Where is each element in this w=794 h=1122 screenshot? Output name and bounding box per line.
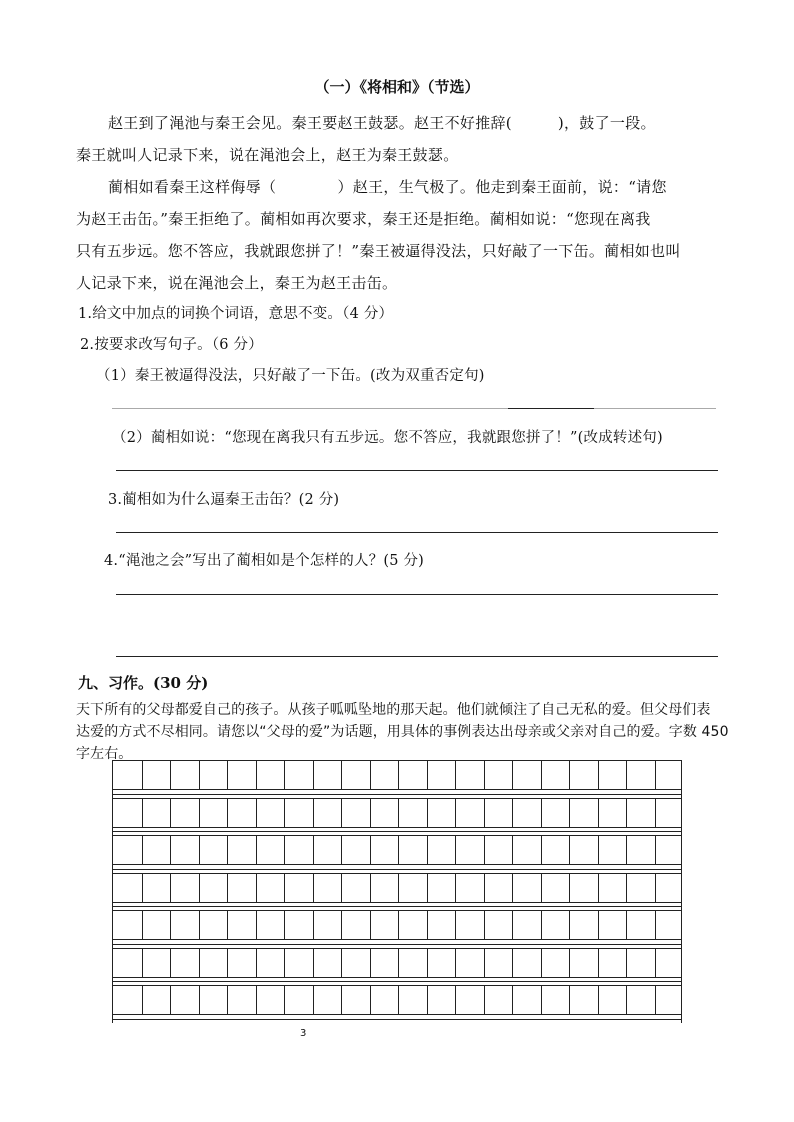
essay-grid[interactable] xyxy=(112,760,682,1024)
grid-cell-divider xyxy=(341,986,342,1014)
grid-cell-divider xyxy=(227,761,228,789)
grid-row[interactable] xyxy=(112,760,682,790)
grid-cell-divider xyxy=(569,836,570,864)
grid-cell-divider xyxy=(142,836,143,864)
grid-cell-divider xyxy=(569,799,570,827)
grid-cell-divider xyxy=(541,911,542,939)
grid-cell-divider xyxy=(370,761,371,789)
grid-cell-divider xyxy=(199,949,200,977)
grid-cell-divider xyxy=(512,836,513,864)
grid-cell-divider xyxy=(313,986,314,1014)
grid-cell-divider xyxy=(313,911,314,939)
grid-row[interactable] xyxy=(112,985,682,1015)
grid-cell-divider xyxy=(626,911,627,939)
grid-cell-divider xyxy=(284,761,285,789)
grid-cell-divider xyxy=(626,986,627,1014)
grid-cell-divider xyxy=(512,799,513,827)
grid-cell-divider xyxy=(284,799,285,827)
grid-cell-divider xyxy=(284,911,285,939)
grid-cell-divider xyxy=(626,799,627,827)
grid-cell-divider xyxy=(598,836,599,864)
grid-row-separator xyxy=(112,944,682,945)
grid-cell-divider xyxy=(455,949,456,977)
grid-cell-divider xyxy=(142,799,143,827)
answer-line-mark xyxy=(508,408,594,409)
answer-line[interactable] xyxy=(116,656,718,657)
grid-cell-divider xyxy=(626,949,627,977)
answer-line[interactable] xyxy=(112,408,716,409)
grid-cell-divider xyxy=(569,986,570,1014)
grid-cell-divider xyxy=(370,836,371,864)
grid-cell-divider xyxy=(512,911,513,939)
grid-cell-divider xyxy=(341,949,342,977)
grid-cell-divider xyxy=(170,986,171,1014)
question-3: 3.蔺相如为什么逼秦王击缶？(2 分) xyxy=(108,492,340,508)
grid-cell-divider xyxy=(341,761,342,789)
grid-cell-divider xyxy=(170,799,171,827)
grid-cell-divider xyxy=(398,836,399,864)
grid-cell-divider xyxy=(598,949,599,977)
grid-cell-divider xyxy=(512,761,513,789)
grid-cell-divider xyxy=(427,949,428,977)
grid-cell-divider xyxy=(455,799,456,827)
grid-cell-divider xyxy=(142,761,143,789)
grid-cell-divider xyxy=(370,874,371,902)
grid-cell-divider xyxy=(341,874,342,902)
grid-cell-divider xyxy=(256,761,257,789)
grid-cell-divider xyxy=(227,911,228,939)
passage-line: 秦王就叫人记录下来，说在渑池会上，赵王为秦王鼓瑟。 xyxy=(76,146,459,164)
grid-cell-divider xyxy=(512,874,513,902)
grid-cell-divider xyxy=(541,761,542,789)
grid-row-separator xyxy=(112,1019,682,1020)
answer-line[interactable] xyxy=(116,594,718,595)
writing-prompt-line: 达爱的方式不尽相同。请您以“父母的爱”为话题，用具体的事例表达出母亲或父亲对自己的爱。字数 450 xyxy=(76,724,729,740)
grid-cell-divider xyxy=(655,874,656,902)
grid-cell-divider xyxy=(598,986,599,1014)
writing-prompt-line: 天下所有的父母都爱自己的孩子。从孩子呱呱坠地的那天起。他们就倾注了自己无私的爱。但父母们表 xyxy=(76,702,711,718)
grid-row[interactable] xyxy=(112,948,682,978)
grid-cell-divider xyxy=(313,836,314,864)
grid-cell-divider xyxy=(655,836,656,864)
grid-cell-divider xyxy=(284,949,285,977)
grid-cell-divider xyxy=(484,874,485,902)
grid-cell-divider xyxy=(199,836,200,864)
grid-cell-divider xyxy=(370,911,371,939)
grid-cell-divider xyxy=(541,874,542,902)
grid-cell-divider xyxy=(170,911,171,939)
answer-line[interactable] xyxy=(116,532,718,533)
grid-cell-divider xyxy=(256,949,257,977)
grid-cell-divider xyxy=(313,949,314,977)
grid-cell-divider xyxy=(341,799,342,827)
grid-cell-divider xyxy=(256,874,257,902)
grid-cell-divider xyxy=(199,799,200,827)
grid-cell-divider xyxy=(341,911,342,939)
grid-cell-divider xyxy=(341,836,342,864)
passage-line: 人记录下来，说在渑池会上，秦王为赵王击缶。 xyxy=(76,274,398,292)
grid-cell-divider xyxy=(142,874,143,902)
passage-line: 为赵王击缶。”秦王拒绝了。蔺相如再次要求，秦王还是拒绝。蔺相如说：“您现在离我 xyxy=(76,210,651,228)
grid-cell-divider xyxy=(655,986,656,1014)
grid-row[interactable] xyxy=(112,873,682,903)
grid-cell-divider xyxy=(142,911,143,939)
grid-cell-divider xyxy=(541,986,542,1014)
writing-heading: 九、习作。(30 分) xyxy=(78,674,209,692)
grid-cell-divider xyxy=(427,911,428,939)
grid-cell-divider xyxy=(227,836,228,864)
question-2-1: （1）秦王被逼得没法，只好敲了一下缶。(改为双重否定句) xyxy=(96,368,485,384)
grid-cell-divider xyxy=(626,836,627,864)
passage-title: （一）《将相和》（节选） xyxy=(314,78,480,96)
grid-cell-divider xyxy=(655,949,656,977)
grid-cell-divider xyxy=(484,911,485,939)
question-1: 1.给文中加点的词换个词语，意思不变。（4 分） xyxy=(78,306,394,322)
question-2-2: （2）蔺相如说：“您现在离我只有五步远。您不答应，我就跟您拼了！”(改成转述句) xyxy=(112,430,663,446)
answer-line[interactable] xyxy=(116,470,718,471)
grid-cell-divider xyxy=(626,761,627,789)
writing-prompt-line: 字左右。 xyxy=(76,746,133,762)
grid-cell-divider xyxy=(455,761,456,789)
grid-cell-divider xyxy=(541,799,542,827)
passage-line: 赵王到了渑池与秦王会见。秦王要赵王鼓瑟。赵王不好推辞( )，鼓了一段。 xyxy=(108,114,656,132)
grid-cell-divider xyxy=(598,799,599,827)
grid-cell-divider xyxy=(227,874,228,902)
grid-outer-border xyxy=(112,760,113,1023)
grid-row[interactable] xyxy=(112,835,682,865)
grid-cell-divider xyxy=(484,986,485,1014)
grid-row-separator xyxy=(112,831,682,832)
grid-cell-divider xyxy=(170,874,171,902)
grid-cell-divider xyxy=(455,874,456,902)
grid-cell-divider xyxy=(569,911,570,939)
grid-cell-divider xyxy=(427,761,428,789)
grid-cell-divider xyxy=(484,761,485,789)
grid-cell-divider xyxy=(256,836,257,864)
grid-cell-divider xyxy=(227,799,228,827)
grid-row-separator xyxy=(112,906,682,907)
grid-cell-divider xyxy=(655,911,656,939)
grid-cell-divider xyxy=(256,799,257,827)
grid-cell-divider xyxy=(484,836,485,864)
grid-cell-divider xyxy=(569,949,570,977)
passage-line: 蔺相如看秦王这样侮辱（ ）赵王，生气极了。他走到秦王面前，说：“请您 xyxy=(108,178,667,196)
grid-cell-divider xyxy=(398,986,399,1014)
grid-cell-divider xyxy=(655,799,656,827)
grid-row[interactable] xyxy=(112,910,682,940)
grid-cell-divider xyxy=(170,836,171,864)
grid-outer-border xyxy=(681,760,682,1023)
grid-cell-divider xyxy=(569,761,570,789)
grid-cell-divider xyxy=(427,799,428,827)
grid-cell-divider xyxy=(512,949,513,977)
grid-cell-divider xyxy=(370,799,371,827)
grid-cell-divider xyxy=(655,761,656,789)
grid-cell-divider xyxy=(626,874,627,902)
grid-cell-divider xyxy=(398,949,399,977)
grid-cell-divider xyxy=(284,874,285,902)
grid-row[interactable] xyxy=(112,798,682,828)
grid-cell-divider xyxy=(569,874,570,902)
grid-cell-divider xyxy=(427,986,428,1014)
grid-cell-divider xyxy=(313,761,314,789)
question-4: 4.“渑池之会”写出了蔺相如是个怎样的人？(5 分) xyxy=(104,553,425,569)
grid-cell-divider xyxy=(284,836,285,864)
grid-cell-divider xyxy=(512,986,513,1014)
grid-cell-divider xyxy=(598,761,599,789)
grid-cell-divider xyxy=(598,874,599,902)
grid-cell-divider xyxy=(455,986,456,1014)
grid-cell-divider xyxy=(455,911,456,939)
grid-cell-divider xyxy=(199,761,200,789)
grid-cell-divider xyxy=(199,874,200,902)
grid-cell-divider xyxy=(256,911,257,939)
grid-cell-divider xyxy=(398,874,399,902)
grid-cell-divider xyxy=(170,949,171,977)
grid-cell-divider xyxy=(199,911,200,939)
grid-cell-divider xyxy=(455,836,456,864)
grid-cell-divider xyxy=(427,836,428,864)
grid-cell-divider xyxy=(256,986,257,1014)
grid-cell-divider xyxy=(598,911,599,939)
grid-cell-divider xyxy=(484,949,485,977)
grid-cell-divider xyxy=(398,761,399,789)
page-number: 3 xyxy=(300,1028,307,1039)
passage-line: 只有五步远。您不答应，我就跟您拼了！”秦王被逼得没法，只好敲了一下缶。蔺相如也叫 xyxy=(76,242,681,260)
grid-cell-divider xyxy=(142,949,143,977)
grid-cell-divider xyxy=(398,799,399,827)
grid-cell-divider xyxy=(284,986,285,1014)
grid-cell-divider xyxy=(227,986,228,1014)
grid-cell-divider xyxy=(370,986,371,1014)
grid-cell-divider xyxy=(227,949,228,977)
grid-cell-divider xyxy=(142,986,143,1014)
grid-cell-divider xyxy=(313,874,314,902)
question-2: 2.按要求改写句子。（6 分） xyxy=(80,337,263,353)
grid-cell-divider xyxy=(199,986,200,1014)
grid-cell-divider xyxy=(170,761,171,789)
grid-cell-divider xyxy=(398,911,399,939)
grid-cell-divider xyxy=(427,874,428,902)
grid-row-separator xyxy=(112,981,682,982)
grid-cell-divider xyxy=(484,799,485,827)
grid-cell-divider xyxy=(370,949,371,977)
grid-row-separator xyxy=(112,869,682,870)
grid-row-separator xyxy=(112,794,682,795)
grid-cell-divider xyxy=(313,799,314,827)
grid-cell-divider xyxy=(541,836,542,864)
grid-cell-divider xyxy=(541,949,542,977)
